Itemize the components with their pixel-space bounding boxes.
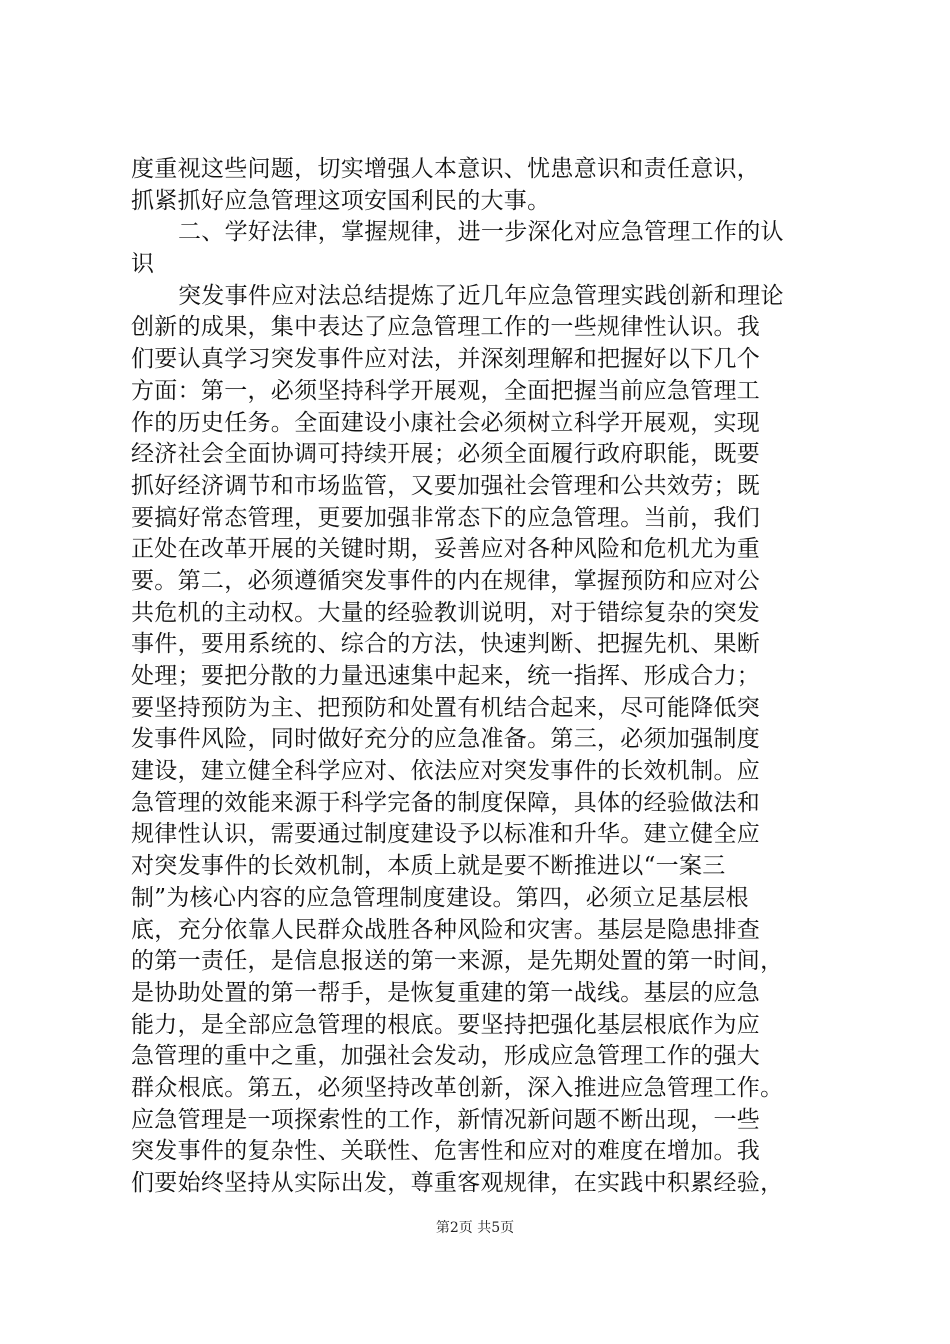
text-line: 经济社会全面协调可持续开展；必须全面履行政府职能，既要 — [131, 441, 761, 468]
text-line: 急管理的效能来源于科学完备的制度保障，具体的经验做法和 — [131, 789, 761, 816]
text-line: 突发事件应对法总结提炼了近几年应急管理实践创新和理论 — [178, 282, 784, 309]
text-line: 要。第二，必须遵循突发事件的内在规律，掌握预防和应对公 — [131, 567, 761, 594]
body-text — [131, 154, 841, 1200]
text-line: 共危机的主动权。大量的经验教训说明，对于错综复杂的突发 — [131, 599, 761, 626]
text-line: 要坚持预防为主、把预防和处置有机结合起来，尽可能降低突 — [131, 694, 761, 721]
text-line: 是协助处置的第一帮手，是恢复重建的第一战线。基层的应急 — [131, 979, 761, 1006]
text-line: 的第一责任，是信息报送的第一来源，是先期处置的第一时间， — [131, 948, 784, 975]
text-line: 应急管理是一项探索性的工作，新情况新问题不断出现，一些 — [131, 1106, 761, 1133]
text-line: 抓好经济调节和市场监管，又要加强社会管理和公共效劳；既 — [131, 472, 761, 499]
text-line: 发事件风险，同时做好充分的应急准备。第三，必须加强制度 — [131, 726, 761, 753]
text-line: 二、学好法律，掌握规律，进一步深化对应急管理工作的认 — [178, 219, 784, 246]
text-line: 规律性认识，需要通过制度建设予以标准和升华。建立健全应 — [131, 821, 761, 848]
text-line: 底，充分依靠人民群众战胜各种风险和灾害。基层是隐患排查 — [131, 916, 761, 943]
text-line: 突发事件的复杂性、关联性、危害性和应对的难度在增加。我 — [131, 1138, 761, 1165]
text-line: 制”为核心内容的应急管理制度建设。第四，必须立足基层根 — [131, 884, 749, 911]
text-line: 急管理的重中之重，加强社会发动，形成应急管理工作的强大 — [131, 1043, 761, 1070]
text-line: 创新的成果，集中表达了应急管理工作的一些规律性认识。我 — [131, 314, 761, 341]
text-line: 方面：第一，必须坚持科学开展观，全面把握当前应急管理工 — [131, 377, 761, 404]
text-line: 建设，建立健全科学应对、依法应对突发事件的长效机制。应 — [131, 758, 761, 785]
text-line: 识 — [131, 251, 155, 278]
text-line: 处理；要把分散的力量迅速集中起来，统一指挥、形成合力； — [131, 663, 761, 689]
text-line: 度重视这些问题，切实增强人本意识、忧患意识和责任意识， — [131, 156, 761, 182]
text-line: 作的历史任务。全面建设小康社会必须树立科学开展观，实现 — [131, 409, 761, 436]
text-line: 们要始终坚持从实际出发，尊重客观规律，在实践中积累经验， — [131, 1170, 784, 1196]
text-line: 能力，是全部应急管理的根底。要坚持把强化基层根底作为应 — [131, 1011, 761, 1038]
text-line: 对突发事件的长效机制，本质上就是要不断推进以“一案三 — [131, 853, 726, 880]
text-line: 事件，要用系统的、综合的方法，快速判断、把握先机、果断 — [131, 631, 761, 658]
text-line: 要搞好常态管理，更要加强非常态下的应急管理。当前，我们 — [131, 504, 761, 531]
text-line: 群众根底。第五，必须坚持改革创新，深入推进应急管理工作。 — [131, 1074, 784, 1101]
text-line: 抓紧抓好应急管理这项安国利民的大事。 — [131, 187, 551, 214]
text-line: 们要认真学习突发事件应对法，并深刻理解和把握好以下几个 — [131, 346, 761, 373]
page-footer: 第2页 共5页 — [435, 1220, 515, 1236]
text-line: 正处在改革开展的关键时期，妥善应对各种风险和危机尤为重 — [131, 536, 761, 563]
